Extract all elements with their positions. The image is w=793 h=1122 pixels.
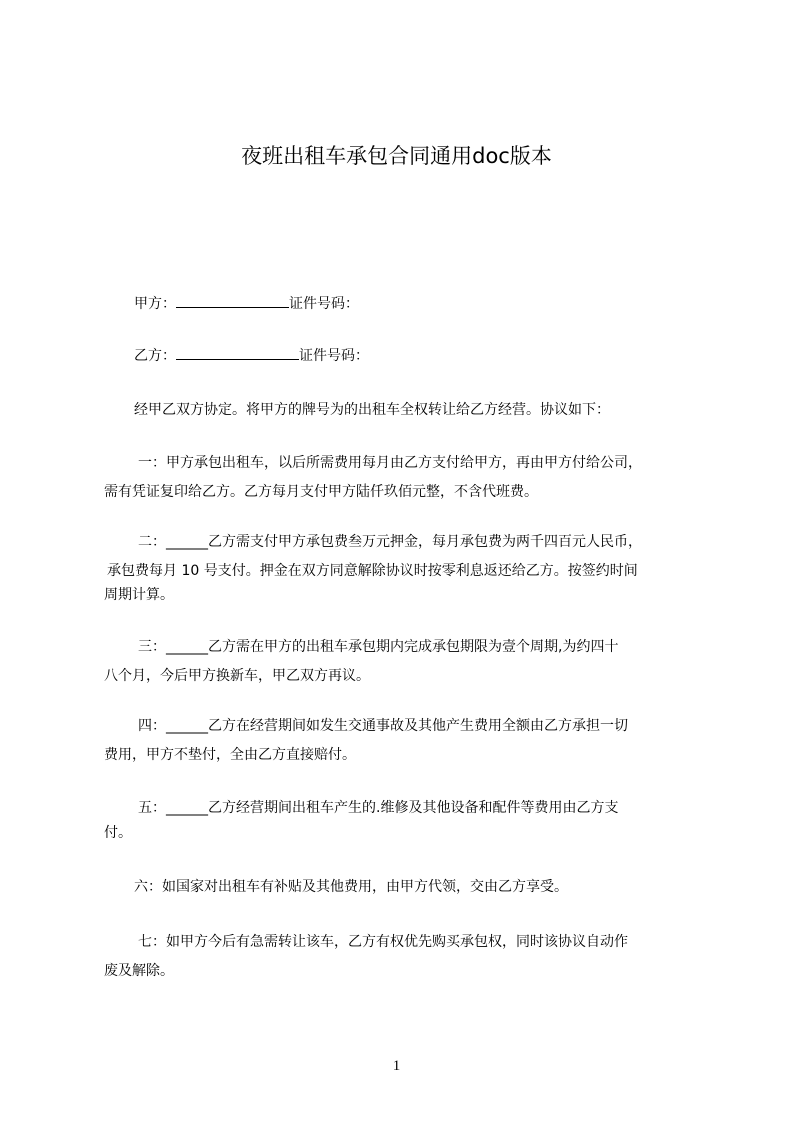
clause-2-line-1: 二：______乙方需支付甲方承包费叁万元押金，每月承包费为两千四百元人民币， xyxy=(138,534,642,550)
clause-4-line-2: 费用，甲方不垫付，全由乙方直接赔付。 xyxy=(104,747,356,763)
clause-5-line-1: 五：______乙方经营期间出租车产生的.维修及其他设备和配件等费用由乙方支 xyxy=(138,800,619,816)
clause-2-line-3: 周期计算。 xyxy=(104,587,174,603)
clause-1-line-1: 一：甲方承包出租车，以后所需费用每月由乙方支付给甲方，再由甲方付给公司， xyxy=(138,455,642,471)
clause-1-line-2: 需有凭证复印给乙方。乙方每月支付甲方陆仟玖佰元整，不含代班费。 xyxy=(104,484,538,500)
clause-7-line-1: 七：如甲方今后有急需转让该车，乙方有权优先购买承包权，同时该协议自动作 xyxy=(138,934,628,950)
clause-6-line-1: 六：如国家对出租车有补贴及其他费用，由甲方代领，交由乙方享受。 xyxy=(134,879,568,895)
clause-3-line-2: 八个月，今后甲方换新车，甲乙双方再议。 xyxy=(104,668,370,684)
clause-3-line-1: 三：______乙方需在甲方的出租车承包期内完成承包期限为壹个周期,为约四十 xyxy=(138,639,619,655)
party-a-id-label: 证件号码： xyxy=(289,296,359,312)
party-b-line xyxy=(104,344,704,366)
party-a-name-blank xyxy=(176,292,289,308)
document-title: 夜班出租车承包合同通用doc版本 xyxy=(241,144,552,168)
party-b-label: 乙方： xyxy=(134,348,176,364)
clause-5-line-2: 付。 xyxy=(104,825,132,841)
party-a-label: 甲方： xyxy=(134,296,176,312)
party-a-line xyxy=(104,292,704,314)
party-b-id-label: 证件号码： xyxy=(299,348,369,364)
page-number: 1 xyxy=(392,1058,401,1074)
intro-paragraph: 经甲乙双方协定。将甲方的牌号为的出租车全权转让给乙方经营。协议如下： xyxy=(134,402,610,418)
clause-4-line-1: 四：______乙方在经营期间如发生交通事故及其他产生费用全额由乙方承担一切 xyxy=(138,718,628,734)
party-b-name-blank xyxy=(176,344,299,360)
clause-2-line-2: 承包费每月 10 号支付。押金在双方同意解除协议时按零利息返还给乙方。按签约时间 xyxy=(107,563,638,579)
clause-7-line-2: 废及解除。 xyxy=(104,963,174,979)
